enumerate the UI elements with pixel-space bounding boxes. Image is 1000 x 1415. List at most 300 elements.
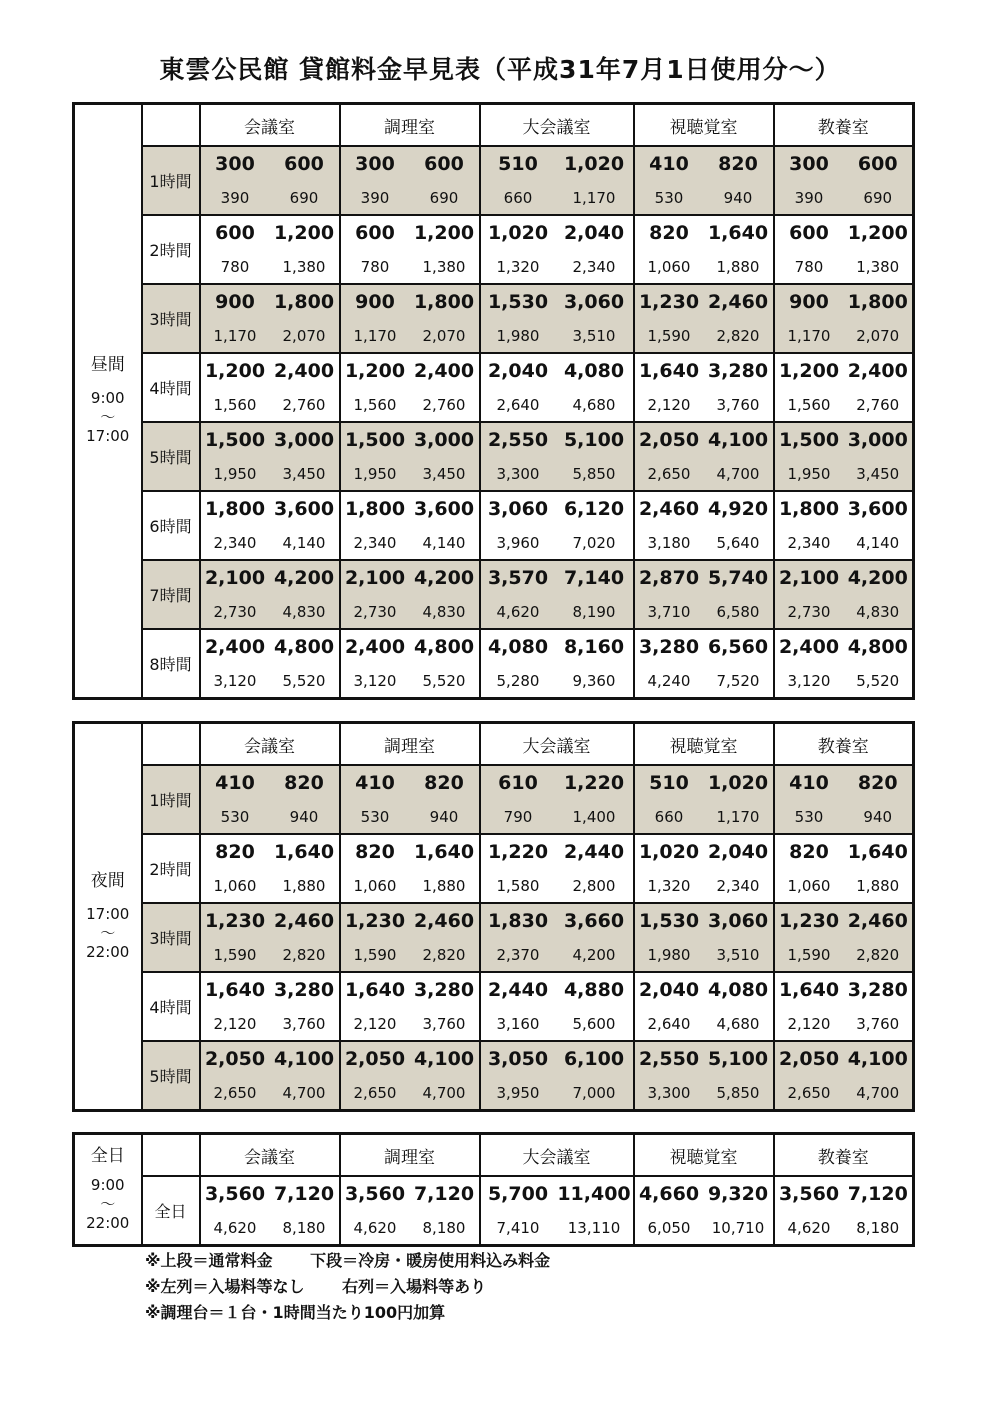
standard-fee-cell: 1,800 <box>270 284 340 319</box>
room-header: 視聴覚室 <box>634 723 774 766</box>
standard-fee-cell: 7,120 <box>270 1176 340 1211</box>
standard-fee-cell: 3,560 <box>340 1176 410 1211</box>
rate-row-upper <box>74 834 914 869</box>
standard-fee-cell: 820 <box>844 765 914 800</box>
aircon-fee-cell: 4,700 <box>844 1076 914 1111</box>
rate-row-upper <box>74 146 914 181</box>
aircon-fee-cell: 3,950 <box>480 1076 556 1111</box>
standard-fee-cell: 300 <box>200 146 270 181</box>
standard-fee-cell: 3,560 <box>200 1176 270 1211</box>
aircon-fee-cell: 790 <box>480 800 556 834</box>
rate-row-lower <box>74 1007 914 1041</box>
aircon-fee-cell: 1,590 <box>634 319 704 353</box>
room-header: 大会議室 <box>480 723 634 766</box>
aircon-fee-cell: 1,380 <box>410 250 480 284</box>
aircon-fee-cell: 3,300 <box>634 1076 704 1111</box>
aircon-fee-cell: 2,760 <box>844 388 914 422</box>
aircon-fee-cell: 6,050 <box>634 1211 704 1246</box>
aircon-fee-cell: 530 <box>200 800 270 834</box>
aircon-fee-cell: 1,170 <box>774 319 844 353</box>
standard-fee-cell: 5,100 <box>704 1041 774 1076</box>
standard-fee-cell: 2,040 <box>480 353 556 388</box>
standard-fee-cell: 900 <box>774 284 844 319</box>
standard-fee-cell: 410 <box>634 146 704 181</box>
standard-fee-cell: 820 <box>410 765 480 800</box>
standard-fee-cell: 300 <box>774 146 844 181</box>
standard-fee-cell: 6,560 <box>704 629 774 664</box>
standard-fee-cell: 2,460 <box>410 903 480 938</box>
aircon-fee-cell: 2,340 <box>200 526 270 560</box>
aircon-fee-cell: 4,620 <box>340 1211 410 1246</box>
aircon-fee-cell: 780 <box>200 250 270 284</box>
duration-label: 5時間 <box>142 422 200 491</box>
aircon-fee-cell: 3,710 <box>634 595 704 629</box>
aircon-fee-cell: 1,560 <box>200 388 270 422</box>
aircon-fee-cell: 5,520 <box>270 664 340 699</box>
rate-row-upper <box>74 629 914 664</box>
aircon-fee-cell: 3,760 <box>270 1007 340 1041</box>
aircon-fee-cell: 2,650 <box>200 1076 270 1111</box>
aircon-fee-cell: 7,000 <box>556 1076 634 1111</box>
standard-fee-cell: 6,100 <box>556 1041 634 1076</box>
standard-fee-cell: 1,020 <box>556 146 634 181</box>
aircon-fee-cell: 4,620 <box>774 1211 844 1246</box>
aircon-fee-cell: 940 <box>844 800 914 834</box>
rate-row-upper <box>74 560 914 595</box>
room-header: 調理室 <box>340 723 480 766</box>
standard-fee-cell: 5,100 <box>556 422 634 457</box>
standard-fee-cell: 510 <box>480 146 556 181</box>
standard-fee-cell: 4,800 <box>844 629 914 664</box>
standard-fee-cell: 600 <box>774 215 844 250</box>
standard-fee-cell: 4,100 <box>410 1041 480 1076</box>
standard-fee-cell: 600 <box>410 146 480 181</box>
aircon-fee-cell: 4,700 <box>270 1076 340 1111</box>
aircon-fee-cell: 4,680 <box>704 1007 774 1041</box>
aircon-fee-cell: 690 <box>270 181 340 215</box>
aircon-fee-cell: 1,980 <box>480 319 556 353</box>
duration-label: 2時間 <box>142 215 200 284</box>
standard-fee-cell: 1,020 <box>634 834 704 869</box>
aircon-fee-cell: 1,320 <box>634 869 704 903</box>
aircon-fee-cell: 4,240 <box>634 664 704 699</box>
rate-row-upper <box>74 1176 914 1211</box>
standard-fee-cell: 4,920 <box>704 491 774 526</box>
aircon-fee-cell: 530 <box>634 181 704 215</box>
duration-label: 3時間 <box>142 903 200 972</box>
duration-label: 1時間 <box>142 765 200 834</box>
note-line: ※左列＝入場料等なし 右列＝入場料等あり <box>145 1277 487 1296</box>
daytime-rate-table <box>72 102 915 700</box>
standard-fee-cell: 1,800 <box>340 491 410 526</box>
aircon-fee-cell: 2,640 <box>634 1007 704 1041</box>
aircon-fee-cell: 1,560 <box>774 388 844 422</box>
duration-label: 4時間 <box>142 972 200 1041</box>
duration-label: 4時間 <box>142 353 200 422</box>
aircon-fee-cell: 2,820 <box>844 938 914 972</box>
room-header: 大会議室 <box>480 1134 634 1177</box>
aircon-fee-cell: 2,730 <box>200 595 270 629</box>
standard-fee-cell: 9,320 <box>704 1176 774 1211</box>
standard-fee-cell: 2,100 <box>340 560 410 595</box>
standard-fee-cell: 3,060 <box>480 491 556 526</box>
standard-fee-cell: 2,550 <box>634 1041 704 1076</box>
rate-row-lower <box>74 388 914 422</box>
standard-fee-cell: 4,080 <box>704 972 774 1007</box>
aircon-fee-cell: 10,710 <box>704 1211 774 1246</box>
aircon-fee-cell: 690 <box>844 181 914 215</box>
standard-fee-cell: 7,140 <box>556 560 634 595</box>
standard-fee-cell: 3,570 <box>480 560 556 595</box>
aircon-fee-cell: 1,880 <box>410 869 480 903</box>
aircon-fee-cell: 4,830 <box>410 595 480 629</box>
aircon-fee-cell: 3,450 <box>844 457 914 491</box>
aircon-fee-cell: 4,200 <box>556 938 634 972</box>
standard-fee-cell: 4,100 <box>844 1041 914 1076</box>
aircon-fee-cell: 1,950 <box>200 457 270 491</box>
aircon-fee-cell: 7,520 <box>704 664 774 699</box>
aircon-fee-cell: 2,120 <box>200 1007 270 1041</box>
note-line: ※調理台＝１台・1時間当たり100円加算 <box>145 1303 446 1322</box>
aircon-fee-cell: 2,340 <box>704 869 774 903</box>
standard-fee-cell: 2,400 <box>270 353 340 388</box>
aircon-fee-cell: 660 <box>634 800 704 834</box>
standard-fee-cell: 1,500 <box>340 422 410 457</box>
standard-fee-cell: 4,880 <box>556 972 634 1007</box>
rate-row-lower <box>74 664 914 699</box>
standard-fee-cell: 1,640 <box>270 834 340 869</box>
header-blank-cell <box>142 1134 200 1177</box>
standard-fee-cell: 3,600 <box>270 491 340 526</box>
aircon-fee-cell: 3,960 <box>480 526 556 560</box>
rate-row-upper <box>74 765 914 800</box>
room-header: 会議室 <box>200 104 340 147</box>
standard-fee-cell: 3,050 <box>480 1041 556 1076</box>
day-time-end: 17:00 <box>86 427 130 445</box>
note-line: ※上段＝通常料金 下段＝冷房・暖房使用料込み料金 <box>145 1251 551 1270</box>
aircon-fee-cell: 1,060 <box>634 250 704 284</box>
aircon-fee-cell: 4,140 <box>844 526 914 560</box>
aircon-fee-cell: 2,760 <box>410 388 480 422</box>
standard-fee-cell: 1,020 <box>704 765 774 800</box>
standard-fee-cell: 8,160 <box>556 629 634 664</box>
aircon-fee-cell: 1,590 <box>200 938 270 972</box>
aircon-fee-cell: 530 <box>774 800 844 834</box>
standard-fee-cell: 3,000 <box>270 422 340 457</box>
aircon-fee-cell: 1,580 <box>480 869 556 903</box>
aircon-fee-cell: 1,170 <box>340 319 410 353</box>
aircon-fee-cell: 2,640 <box>480 388 556 422</box>
standard-fee-cell: 2,400 <box>200 629 270 664</box>
allday-period-label: 全日 <box>90 1145 125 1166</box>
rate-row-lower <box>74 869 914 903</box>
nighttime-rate-table <box>72 721 915 1112</box>
aircon-fee-cell: 660 <box>480 181 556 215</box>
aircon-fee-cell: 3,510 <box>704 938 774 972</box>
standard-fee-cell: 3,060 <box>556 284 634 319</box>
standard-fee-cell: 1,530 <box>480 284 556 319</box>
rate-row-lower <box>74 319 914 353</box>
aircon-fee-cell: 2,820 <box>704 319 774 353</box>
standard-fee-cell: 3,280 <box>844 972 914 1007</box>
standard-fee-cell: 1,200 <box>270 215 340 250</box>
rate-row-lower <box>74 1211 914 1246</box>
standard-fee-cell: 1,800 <box>774 491 844 526</box>
aircon-fee-cell: 5,640 <box>704 526 774 560</box>
standard-fee-cell: 600 <box>270 146 340 181</box>
aircon-fee-cell: 780 <box>774 250 844 284</box>
aircon-fee-cell: 1,400 <box>556 800 634 834</box>
duration-label: 5時間 <box>142 1041 200 1111</box>
standard-fee-cell: 3,000 <box>844 422 914 457</box>
standard-fee-cell: 2,460 <box>844 903 914 938</box>
room-header: 調理室 <box>340 104 480 147</box>
aircon-fee-cell: 9,360 <box>556 664 634 699</box>
standard-fee-cell: 2,460 <box>634 491 704 526</box>
aircon-fee-cell: 690 <box>410 181 480 215</box>
rate-row-upper <box>74 215 914 250</box>
standard-fee-cell: 600 <box>200 215 270 250</box>
standard-fee-cell: 900 <box>200 284 270 319</box>
aircon-fee-cell: 1,590 <box>340 938 410 972</box>
aircon-fee-cell: 3,450 <box>410 457 480 491</box>
standard-fee-cell: 1,200 <box>200 353 270 388</box>
standard-fee-cell: 2,100 <box>774 560 844 595</box>
day-period-label: 昼間 <box>90 355 125 375</box>
aircon-fee-cell: 1,060 <box>340 869 410 903</box>
aircon-fee-cell: 8,180 <box>844 1211 914 1246</box>
standard-fee-cell: 1,640 <box>200 972 270 1007</box>
standard-fee-cell: 1,640 <box>340 972 410 1007</box>
allday-time-separator: ～ <box>100 1194 116 1213</box>
aircon-fee-cell: 1,060 <box>774 869 844 903</box>
standard-fee-cell: 2,100 <box>200 560 270 595</box>
standard-fee-cell: 1,500 <box>774 422 844 457</box>
rate-row-lower <box>74 1076 914 1111</box>
standard-fee-cell: 900 <box>340 284 410 319</box>
aircon-fee-cell: 530 <box>340 800 410 834</box>
aircon-fee-cell: 3,760 <box>410 1007 480 1041</box>
standard-fee-cell: 1,800 <box>200 491 270 526</box>
standard-fee-cell: 510 <box>634 765 704 800</box>
aircon-fee-cell: 1,880 <box>844 869 914 903</box>
rate-row-lower <box>74 800 914 834</box>
rate-row-lower <box>74 938 914 972</box>
standard-fee-cell: 11,400 <box>556 1176 634 1211</box>
aircon-fee-cell: 3,120 <box>200 664 270 699</box>
aircon-fee-cell: 3,760 <box>844 1007 914 1041</box>
aircon-fee-cell: 1,320 <box>480 250 556 284</box>
aircon-fee-cell: 2,070 <box>410 319 480 353</box>
standard-fee-cell: 2,400 <box>410 353 480 388</box>
aircon-fee-cell: 940 <box>270 800 340 834</box>
aircon-fee-cell: 1,060 <box>200 869 270 903</box>
aircon-fee-cell: 1,380 <box>844 250 914 284</box>
aircon-fee-cell: 3,300 <box>480 457 556 491</box>
aircon-fee-cell: 4,830 <box>270 595 340 629</box>
standard-fee-cell: 2,040 <box>704 834 774 869</box>
aircon-fee-cell: 940 <box>410 800 480 834</box>
standard-fee-cell: 410 <box>774 765 844 800</box>
night-period-label: 夜間 <box>90 870 125 891</box>
aircon-fee-cell: 4,700 <box>410 1076 480 1111</box>
day-time-separator: ～ <box>100 408 116 426</box>
aircon-fee-cell: 3,180 <box>634 526 704 560</box>
standard-fee-cell: 3,000 <box>410 422 480 457</box>
night-time-start: 17:00 <box>86 904 130 923</box>
aircon-fee-cell: 8,190 <box>556 595 634 629</box>
standard-fee-cell: 2,050 <box>634 422 704 457</box>
room-header: 大会議室 <box>480 104 634 147</box>
rate-row-lower <box>74 595 914 629</box>
standard-fee-cell: 1,230 <box>200 903 270 938</box>
standard-fee-cell: 6,120 <box>556 491 634 526</box>
aircon-fee-cell: 2,340 <box>774 526 844 560</box>
standard-fee-cell: 3,600 <box>844 491 914 526</box>
aircon-fee-cell: 2,820 <box>410 938 480 972</box>
aircon-fee-cell: 3,510 <box>556 319 634 353</box>
standard-fee-cell: 2,400 <box>774 629 844 664</box>
aircon-fee-cell: 390 <box>774 181 844 215</box>
standard-fee-cell: 1,640 <box>634 353 704 388</box>
aircon-fee-cell: 4,620 <box>200 1211 270 1246</box>
standard-fee-cell: 820 <box>634 215 704 250</box>
standard-fee-cell: 1,220 <box>480 834 556 869</box>
standard-fee-cell: 1,200 <box>410 215 480 250</box>
standard-fee-cell: 2,400 <box>844 353 914 388</box>
page-title: 東雲公民館 貸館料金早見表（平成31年7月1日使用分～） <box>159 55 841 84</box>
aircon-fee-cell: 1,170 <box>200 319 270 353</box>
aircon-fee-cell: 4,140 <box>410 526 480 560</box>
standard-fee-cell: 4,200 <box>844 560 914 595</box>
rate-row-lower <box>74 250 914 284</box>
rate-row-upper <box>74 491 914 526</box>
standard-fee-cell: 1,200 <box>844 215 914 250</box>
standard-fee-cell: 2,050 <box>200 1041 270 1076</box>
standard-fee-cell: 600 <box>844 146 914 181</box>
aircon-fee-cell: 2,120 <box>774 1007 844 1041</box>
standard-fee-cell: 4,100 <box>270 1041 340 1076</box>
standard-fee-cell: 2,440 <box>556 834 634 869</box>
allday-rate-table <box>72 1132 915 1247</box>
standard-fee-cell: 1,220 <box>556 765 634 800</box>
rate-row-upper <box>74 353 914 388</box>
standard-fee-cell: 4,200 <box>410 560 480 595</box>
aircon-fee-cell: 1,590 <box>774 938 844 972</box>
standard-fee-cell: 1,020 <box>480 215 556 250</box>
standard-fee-cell: 2,050 <box>340 1041 410 1076</box>
duration-label: 6時間 <box>142 491 200 560</box>
standard-fee-cell: 2,550 <box>480 422 556 457</box>
standard-fee-cell: 3,560 <box>774 1176 844 1211</box>
rate-row-upper <box>74 903 914 938</box>
standard-fee-cell: 5,740 <box>704 560 774 595</box>
aircon-fee-cell: 5,520 <box>410 664 480 699</box>
aircon-fee-cell: 2,340 <box>340 526 410 560</box>
aircon-fee-cell: 1,880 <box>704 250 774 284</box>
standard-fee-cell: 2,400 <box>340 629 410 664</box>
day-header-row <box>74 104 914 147</box>
standard-fee-cell: 4,080 <box>480 629 556 664</box>
standard-fee-cell: 7,120 <box>844 1176 914 1211</box>
aircon-fee-cell: 5,850 <box>704 1076 774 1111</box>
duration-label: 3時間 <box>142 284 200 353</box>
duration-label: 8時間 <box>142 629 200 699</box>
standard-fee-cell: 3,060 <box>704 903 774 938</box>
aircon-fee-cell: 2,120 <box>634 388 704 422</box>
aircon-fee-cell: 1,950 <box>340 457 410 491</box>
standard-fee-cell: 4,800 <box>410 629 480 664</box>
aircon-fee-cell: 2,120 <box>340 1007 410 1041</box>
day-period-cell <box>74 104 142 699</box>
aircon-fee-cell: 3,450 <box>270 457 340 491</box>
day-time-start: 9:00 <box>90 389 125 407</box>
allday-period-cell <box>74 1134 142 1246</box>
aircon-fee-cell: 780 <box>340 250 410 284</box>
standard-fee-cell: 300 <box>340 146 410 181</box>
aircon-fee-cell: 1,880 <box>270 869 340 903</box>
standard-fee-cell: 820 <box>200 834 270 869</box>
allday-time-start: 9:00 <box>90 1175 125 1194</box>
rate-row-lower <box>74 457 914 491</box>
standard-fee-cell: 2,440 <box>480 972 556 1007</box>
room-header: 教養室 <box>774 1134 914 1177</box>
standard-fee-cell: 2,050 <box>774 1041 844 1076</box>
rate-row-upper <box>74 972 914 1007</box>
aircon-fee-cell: 6,580 <box>704 595 774 629</box>
standard-fee-cell: 820 <box>270 765 340 800</box>
duration-label: 2時間 <box>142 834 200 903</box>
allday-header-row <box>74 1134 914 1177</box>
aircon-fee-cell: 2,820 <box>270 938 340 972</box>
standard-fee-cell: 5,700 <box>480 1176 556 1211</box>
aircon-fee-cell: 4,140 <box>270 526 340 560</box>
rate-row-upper <box>74 284 914 319</box>
standard-fee-cell: 4,660 <box>634 1176 704 1211</box>
aircon-fee-cell: 2,340 <box>556 250 634 284</box>
aircon-fee-cell: 1,170 <box>556 181 634 215</box>
standard-fee-cell: 1,200 <box>774 353 844 388</box>
aircon-fee-cell: 8,180 <box>410 1211 480 1246</box>
room-header: 会議室 <box>200 1134 340 1177</box>
aircon-fee-cell: 5,850 <box>556 457 634 491</box>
standard-fee-cell: 1,200 <box>340 353 410 388</box>
standard-fee-cell: 1,640 <box>704 215 774 250</box>
aircon-fee-cell: 2,760 <box>270 388 340 422</box>
night-time-separator: ～ <box>100 923 116 942</box>
standard-fee-cell: 4,800 <box>270 629 340 664</box>
aircon-fee-cell: 5,520 <box>844 664 914 699</box>
duration-label: 全日 <box>142 1176 200 1246</box>
standard-fee-cell: 410 <box>200 765 270 800</box>
standard-fee-cell: 2,460 <box>270 903 340 938</box>
header-blank-cell <box>142 723 200 766</box>
standard-fee-cell: 1,640 <box>774 972 844 1007</box>
aircon-fee-cell: 2,650 <box>774 1076 844 1111</box>
standard-fee-cell: 1,800 <box>844 284 914 319</box>
aircon-fee-cell: 2,370 <box>480 938 556 972</box>
standard-fee-cell: 4,100 <box>704 422 774 457</box>
standard-fee-cell: 1,800 <box>410 284 480 319</box>
night-time-end: 22:00 <box>86 942 130 961</box>
duration-label: 1時間 <box>142 146 200 215</box>
aircon-fee-cell: 7,410 <box>480 1211 556 1246</box>
allday-time-end: 22:00 <box>86 1213 130 1232</box>
standard-fee-cell: 600 <box>340 215 410 250</box>
night-period-cell <box>74 723 142 1111</box>
aircon-fee-cell: 8,180 <box>270 1211 340 1246</box>
room-header: 視聴覚室 <box>634 104 774 147</box>
